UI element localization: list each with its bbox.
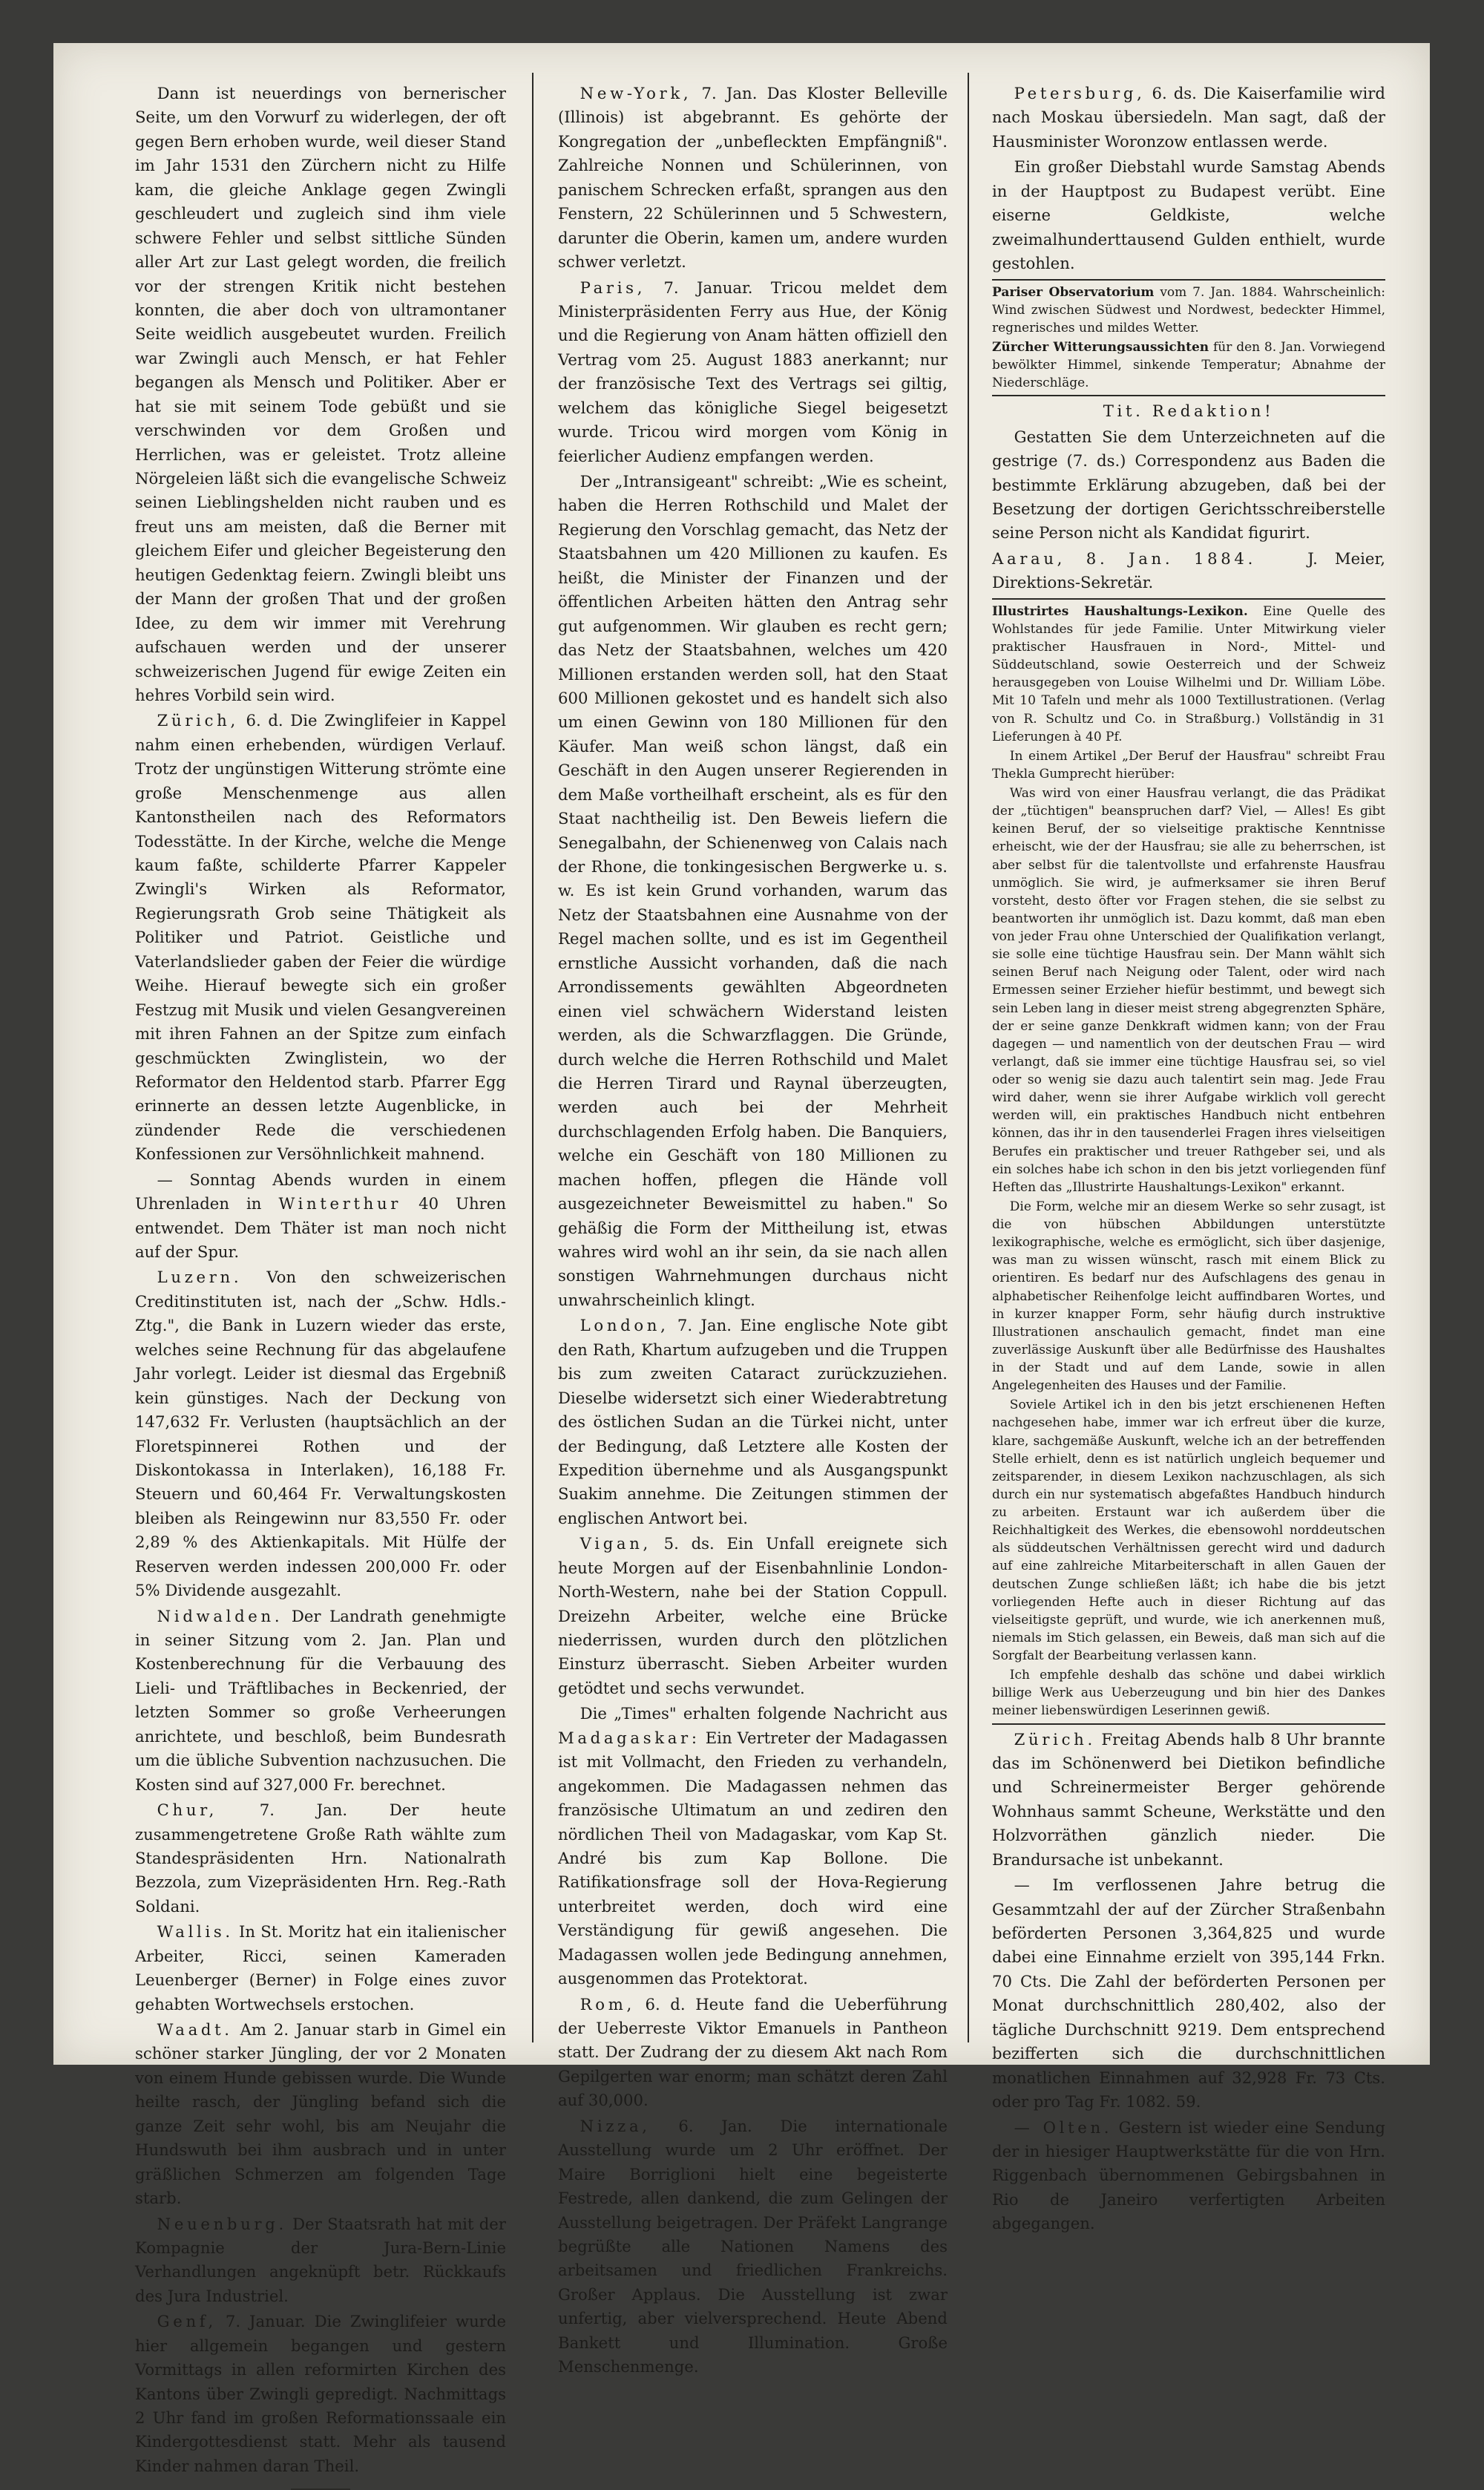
paragraph: Die Form, welche mir an diesem Werke so sehr zusagt, ist die von hübschen Abbildungen unterstützte lexikographische, welche es ermöglicht, sich über dasjenige, was man zu wissen wünscht, rasch mit einem Blick zu orientiren. Es bedarf nur des Aufschlagens des genau in alphabetischer Reihenfolge leicht auffindbaren Wortes, und in kurzer knapper Form, sehr häufig durch instruktive Illustrationen anschaulich gemacht, findet man eine zuverlässige Auskunft über alle Bedürfnisse des Haushaltes in der Stadt und auf dem Lande, sowie in allen Angelegenheiten des Hauses und der Familie.	[992, 1199, 1385, 1394]
dateline: Waadt.	[157, 2020, 233, 2039]
letter-body: Gestatten Sie dem Unterzeichneten auf die gestrige (7. ds.) Correspondenz aus Baden die bestimmte Erklärung abzugeben, daß bei der Besetzung der dortigen Gerichtsschreiberstelle seine Person nicht als Kandidat figurirt.	[992, 427, 1385, 543]
dateline: Chur,	[157, 1801, 218, 1820]
paragraph: Dann ist neuerdings von bernerischer Seite, um den Vorwurf zu widerlegen, der oft gegen Bern erhoben wurde, weil dieser Stand im Jahr 1531 den Zürchern nicht zu Hilfe kam, die gleiche Anklage gegen Zwingli geschleudert und zugleich sind ihm viele schwere Fehler und selbst sittliche Sünden aller Art zur Last gelegt worden, die freilich vor der strengen Kritik nicht bestehen konnten, die aber doch von ultramontaner Seite weidlich ausgebeutet wurden. Freilich war Zwingli auch Mensch, er hat Fehler begangen als Mensch und Politiker. Aber er hat sie mit seinem Tode gebüßt und sie verschwinden vor dem Großen und Herrlichen, was er geleistet. Trotz alleine Nörgeleien läßt sich die evangelische Schweiz seinen Lieblingshelden nicht rauben und es freut uns am meisten, daß die Berner mit gleichem Eifer und gleicher Begeisterung den heutigen Gedenktag feiern. Zwingli bleibt uns der Mann der großen That und der großen Idee, zu dem wir immer mit Verehrung aufschauen werden und der unserer schweizerischen Jugend für ewige Zeiten ein hehres Vorbild sein wird.	[135, 84, 506, 704]
dateline: New-York,	[580, 84, 692, 102]
news-item-chur: Chur, 7. Jan. Der heute zusammengetretene Große Rath wählte zum Standespräsidenten Hrn. Nationalrath Bezzola, zum Vizepräsidenten Hrn. Reg.-Rath Soldani.	[135, 1801, 506, 1916]
dateline: Zürich,	[157, 711, 239, 730]
weather-zurich: Zürcher Witterungsaussichten für den 8. Jan. Vorwiegend bewölkter Himmel, sinkende Temperatur; Abnahme der Niederschläge.	[992, 339, 1385, 391]
news-item-genf: Genf, 7. Januar. Die Zwinglifeier wurde hier allgemein begangen und gestern Vormittags in allen reformirten Kirchen des Kantons über Zwingli gepredigt. Nachmittags 2 Uhr fand im großen Reformationssaale ein Kindergottesdienst statt. Mehr als tausend Kinder nahmen daran Theil.	[135, 2312, 506, 2475]
news-item-newyork: New-York, 7. Jan. Das Kloster Belleville (Illinois) ist abgebrannt. Es gehörte der Kongregation der „unbefleckten Empfängniß". Zahlreiche Nonnen und Schülerinnen, von panischem Schrecken erfaßt, sprangen aus den Fenstern, 22 Schülerinnen und 5 Schwestern, darunter die Oberin, kamen um, andere wurden schwer verletzt.	[558, 84, 948, 272]
column-left	[135, 82, 506, 2475]
paragraph: Was wird von einer Hausfrau verlangt, die das Prädikat der „tüchtigen" beanspruchen darf? Viel, — Alles! Es gibt keinen Beruf, der so vielseitige praktische Kenntnisse erheischt, wie der der Hausfrau; sie alle zu beherrschen, ist aber selbst für die talentvollste und erfahrenste Hausfrau unmöglich. Sie wird, je aufmerksamer sie ihren Beruf vorsteht, desto öfter vor Fragen stehen, die sie selbst zu beantworten ihr unmöglich ist. Dazu kommt, daß man eben von jeder Frau ohne Unterschied der Qualifikation verlangt, sie solle eine tüchtige Hausfrau sein. Der Mann wählt sich seinen Beruf nach Neigung oder Talent, oder wird nach Ermessen seiner Erzieher hiefür bestimmt, und bewegt sich sein Leben lang in dieser meist streng abgegrenzten Sphäre, der er seine ganze Denkkraft widmen kann; von der Frau dagegen — und namentlich von der deutschen Frau — wird verlangt, daß sie immer eine tüchtige Hausfrau sei, so viel oder so wenig sie dazu auch talentirt sein mag. Jede Frau wird daher, wenn sie ihrer Aufgabe wirklich voll gerecht werden will, ein praktisches Handbuch nicht entbehren können, das ihr in den tausenderlei Fragen ihres vielseitigen Berufes ein praktischer und treuer Rathgeber sei, und als ein solches habe ich schon in den bis jetzt vorliegenden fünf Heften das „Illustrirte Haushaltungs-Lexikon" erkannt.	[992, 786, 1385, 1195]
dateline: — Olten.	[1014, 2117, 1113, 2137]
letter-signature-line: Aarau, 8. Jan. 1884. J. Meier, Direktions-Sekretär.	[992, 548, 1385, 592]
divider	[992, 279, 1385, 281]
news-item-olten: — Olten. Gestern ist wieder eine Sendung der in hiesiger Hauptwerkstätte für die von Hrn. Riggenbach übernommenen Gebirgsbahnen in Rio de Janeiro verfertigten Arbeiten abgegangen.	[992, 2117, 1385, 2233]
news-item-times: Die „Times" erhalten folgende Nachricht aus Madagaskar: Ein Vertreter der Madagassen ist mit Vollmacht, den Frieden zu verhandeln, angekommen. Die Madagassen nehmen das französische Ultimatum an und zediren den nördlichen Theil von Madagaskar, vom Kap St. André bis zum Kap Bollone. Die Ratifikationsfrage soll der Hova-Regierung unterbreitet werden, doch wird eine Verständigung für gewiß angesehen. Die Madagassen wollen jede Bedingung annehmen, ausgenommen das Protektorat.	[558, 1704, 948, 1988]
news-item-neuenburg: Neuenburg. Der Staatsrath hat mit der Kompagnie der Jura-Bern-Linie Verhandlungen angeknüpft betr. Rückkaufs des Jura Industriel.	[135, 2214, 506, 2305]
paragraph: Soviele Artikel ich in den bis jetzt erschienenen Heften nachgesehen habe, immer war ich erfreut über die kurze, klare, sachgemäße Auskunft, welche ich an der betreffenden Stelle erhielt, denn es ist natürlich ungleich bequemer und zeitsparender, in diesem Lexikon nachzuschlagen, als sich durch ein nur systematisch abgefaßtes Handbuch hindurch zu arbeiten. Erstaunt war ich außerdem über die Reichhaltigkeit des Werkes, die ebensowohl norddeutschen als süddeutschen Verhältnissen gerecht wird und dadurch auf eine zahlreiche Mitarbeiterschaft in allen Gauen der deutschen Zunge schließen läßt; ich habe die bis jetzt vorliegenden Hefte auch in dieser Richtung auf das vielseitigste geprüft, und wurde, wie ich anerkennen muß, niemals im Stich gelassen, ein Beweis, daß man sich auf die Sorgfalt der Bearbeitung verlassen kann.	[992, 1398, 1385, 1663]
dateline: Nidwalden.	[157, 1606, 283, 1625]
paragraph: Ich empfehle deshalb das schöne und dabei wirklich billige Werk aus Ueberzeugung und bin hier des Dankes meiner liebenswürdigen Leserinnen gewiß.	[992, 1668, 1385, 1719]
weather-paris: Pariser Observatorium vom 7. Jan. 1884. Wahrscheinlich: Wind zwischen Südwest und Nordwest, bedeckter Himmel, regnerisches und mildes Wetter.	[992, 284, 1385, 335]
dateline: Petersburg,	[1014, 84, 1146, 102]
news-item-strassenbahn: — Im verflossenen Jahre betrug die Gesammtzahl der auf der Zürcher Straßenbahn beförderten Personen 3,364,825 und wurde dabei eine Einnahme erzielt von 395,144 Frkn. 70 Cts. Die Zahl der beförderten Personen per Monat durchschnittlich 280,402, also der tägliche Durchschnitt 9219. Dem entsprechend bezifferten sich die durchschnittlichen monatlichen Einnahmen auf 32,928 Fr. 73 Cts. oder pro Tag Fr. 1082. 59.	[992, 1875, 1385, 2111]
news-item-luzern: Luzern. Von den schweizerischen Creditinstituten ist, nach der „Schw. Hdls.-Ztg.", die Bank in Luzern wieder das erste, welches seine Rechnung für das abgelaufene Jahr vorlegt. Leider ist diesmal das Ergebniß kein günstiges. Nach der Deckung von 147,632 Fr. Verlusten (hauptsächlich an der Floretspinnerei Rothen und der Diskontokassa in Interlaken), 16,188 Fr. Steuern und 60,464 Fr. Verwaltungskosten bleiben als Reingewinn nur 83,550 Fr. oder 2,89 % des Aktienkapitals. Mit Hülfe der Reserven werden indessen 200,000 Fr. oder 5% Dividende ausgezahlt.	[135, 1268, 506, 1600]
dateline: Winterthur	[278, 1194, 402, 1213]
news-item-winterthur: — Sonntag Abends wurden in einem Uhrenladen in Winterthur 40 Uhren entwendet. Dem Thäter ist man noch nicht auf der Spur.	[135, 1170, 506, 1261]
news-item-diebstahl: Ein großer Diebstahl wurde Samstag Abends in der Hauptpost zu Budapest verübt. Eine eiserne Geldkiste, welche zweimalhunderttausend Gulden enthielt, wurde gestohlen.	[992, 157, 1385, 273]
news-item-nidwalden: Nidwalden. Der Landrath genehmigte in seiner Sitzung vom 2. Jan. Plan und Kostenberechnung für die Verbauung des Lieli- und Träftlibaches in Beckenried, der letzten Sommer so große Verheerungen anrichtete, und beschloß, beim Bundesrath um die übliche Subvention nachzusuchen. Die Kosten sind auf 327,000 Fr. berechnet.	[135, 1606, 506, 1794]
column-middle	[558, 82, 948, 2376]
news-item-nizza: Nizza, 6. Jan. Die internationale Ausstellung wurde um 2 Uhr eröffnet. Der Maire Borriglioni hielt eine begeisterte Festrede, allen dankend, die zum Gelingen der Ausstellung beigetragen. Der Präfekt Langrange begrüßte alle Nationen Namens des arbeitsamen und friedlichen Frankreichs. Großer Applaus. Die Ausstellung ist zwar unfertig, aber vielversprechend. Heute Abend Bankett und Illumination. Große Menschenmenge.	[558, 2116, 948, 2376]
newspaper-page	[53, 43, 1430, 2475]
dateline: Paris,	[580, 278, 646, 297]
dateline: Wallis.	[157, 1922, 234, 1942]
dateline: Luzern.	[157, 1268, 243, 1287]
dateline: Zürich.	[1014, 1729, 1096, 1749]
divider	[992, 1723, 1385, 1725]
review-lexikon: Illustrirtes Haushaltungs-Lexikon. Eine Quelle des Wohlstandes für jede Familie. Unter Mitwirkung vieler praktischer Hausfrauen in Nord-, Mittel- und Süddeutschland, sowie Oesterreich und der Schweiz herausgegeben von Louise Wilhelmi und Dr. William Löbe. Mit 10 Tafeln und mehr als 1000 Textillustrationen. (Verlag von R. Schultz und Co. in Straßburg.) Vollständig in 31 Lieferungen à 40 Pf.	[992, 603, 1385, 744]
column-rule	[532, 73, 533, 2042]
letter-heading: Tit. Redaktion!	[1103, 402, 1275, 421]
news-item-london: London, 7. Jan. Eine englische Note gibt den Rath, Khartum aufzugeben und die Truppen bis zum zweiten Cataract zurückzuziehen. Dieselbe widersetzt sich einer Wiederabtretung des östlichen Sudan an die Türkei nicht, unter der Bedingung, daß Letztere alle Kosten der Expedition übernehme und als Ausgangspunkt Suakim annehme. Die Zeitungen stimmen der englischen Antwort bei.	[558, 1316, 948, 1527]
news-item-zurich-fire: Zürich. Freitag Abends halb 8 Uhr brannte das im Schönenwerd bei Dietikon befindliche und Schreinermeister Berger gehörende Wohnhaus sammt Scheune, Werkstätte und den Holzvorräthen gänzlich nieder. Die Brandursache ist unbekannt.	[992, 1729, 1385, 1869]
news-item-vigan: Vigan, 5. ds. Ein Unfall ereignete sich heute Morgen auf der Eisenbahnlinie London-North-Western, nahe bei der Station Coppull. Dreizehn Arbeiter, welche eine Brücke niederrissen, wurden durch den plötzlichen Einsturz überrascht. Sieben Arbeiter wurden getödtet und sechs verwundet.	[558, 1534, 948, 1697]
dateline: Rom,	[580, 1994, 635, 2014]
dateline: Neuenburg.	[157, 2214, 287, 2233]
divider	[992, 395, 1385, 396]
column-rule	[968, 73, 969, 2042]
news-item-wallis: Wallis. In St. Moritz hat ein italienischer Arbeiter, Ricci, seinen Kameraden Leuenberger (Berner) in Folge eines zuvor gehabten Wortwechsels erstochen.	[135, 1922, 506, 2014]
news-item-petersburg: Petersburg, 6. ds. Die Kaiserfamilie wird nach Moskau übersiedeln. Man sagt, daß der Hausminister Woronzow entlassen werde.	[992, 84, 1385, 151]
column-right	[992, 82, 1385, 2233]
news-item-rom: Rom, 6. d. Heute fand die Ueberführung der Ueberreste Viktor Emanuels in Pantheon statt. Der Zudrang der zu diesem Akt nach Rom Gepilgerten war enorm; man schätzt deren Zahl auf 30,000.	[558, 1994, 948, 2110]
dateline: Genf,	[157, 2312, 217, 2331]
dateline: Madagaskar:	[558, 1728, 700, 1747]
dateline: London,	[580, 1316, 669, 1335]
divider	[992, 598, 1385, 600]
paragraph: In einem Artikel „Der Beruf der Hausfrau" schreibt Frau Thekla Gumprecht hierüber:	[992, 748, 1385, 782]
news-item-zurich: Zürich, 6. d. Die Zwinglifeier in Kappel nahm einen erhebenden, würdigen Verlauf. Trotz der ungünstigen Witterung strömte eine große Menschenmenge aus allen Kantonstheilen nach des Reformators Todesstätte. In der Kirche, welche die Menge kaum faßte, schilderte Pfarrer Kappeler Zwingli's Wirken als Reformator, Regierungsrath Grob seine Thätigkeit als Politiker und Patriot. Geistliche und Vaterlandslieder gaben der Feier die würdige Weihe. Hierauf bewegte sich ein großer Festzug mit Musik und vielen Gesangvereinen mit ihren Fahnen an der Spitze zum einfach geschmückten Zwinglistein, wo der Reformator den Heldentod starb. Pfarrer Egg erinnerte an dessen letzte Augenblicke, in zündender Rede die verschiedenen Konfessionen zur Versöhnlichkeit mahnend.	[135, 711, 506, 1164]
news-item-waadt: Waadt. Am 2. Januar starb in Gimel ein schöner starker Jüngling, der vor 2 Monaten von einem Hunde gebissen wurde. Die Wunde heilte rasch, der Jüngling befand sich die ganze Zeit sehr wohl, bis am Neujahr die Hundswuth bei ihm ausbrach und in unter gräßlichen Schmerzen am folgenden Tage starb.	[135, 2020, 506, 2208]
dateline: Vigan,	[580, 1534, 651, 1553]
news-item-paris: Paris, 7. Januar. Tricou meldet dem Ministerpräsidenten Ferry aus Hue, der König und die Regierung von Anam hätten offiziell den Vertrag vom 25. August 1883 anerkannt; nur der französische Text des Vertrags sei giltig, welchem das königliche Siegel beigesetzt wurde. Tricou wird morgen vom König in feierlicher Audienz empfangen werden.	[558, 278, 948, 465]
dateline: Nizza,	[580, 2116, 651, 2135]
news-item-intransigeant: Der „Intransigeant" schreibt: „Wie es scheint, haben die Herren Rothschild und Malet der Regierung den Vorschlag gemacht, das Netz der Staatsbahnen um 420 Millionen zu kaufen. Es heißt, die Minister der Finanzen und der öffentlichen Arbeiten hätten den Antrag sehr gut aufgenommen. Wir glauben es recht gern; das Netz der Staatsbahnen, welches um 420 Millionen erstanden werden soll, hat den Staat 600 Millionen gekostet und es handelt sich also um einen Gewinn von 180 Millionen für den Käufer. Man weiß schon längst, daß ein Geschäft in den Augen unserer Regierenden in dem Maße vortheilhaft erscheint, als es für den Staat nachtheilig ist. Den Beweis liefern die Senegalbahn, der Schienenweg von Calais nach der Rhone, die tonkingesischen Bergwerke u. s. w. Es ist kein Grund vorhanden, warum das Netz der Staatsbahnen eine Ausnahme von der Regel machen sollte, und es ist im Gegentheil ernstliche Aussicht vorhanden, daß die nach Arrondissements gewählten Abgeordneten einen viel schwächern Widerstand leisten werden, als die Schwarzflaggen. Die Gründe, durch welche die Herren Rothschild und Malet die Herren Tirard und Raynal überzeugten, werden auch bei der Mehrheit durchschlagenden Erfolg haben. Die Banquiers, welche ein Geschäft von 180 Millionen zu machen hoffen, pflegen die Hände voll ausgezeichneter Beweismittel zu haben." So gehäßig die Form der Mittheilung ist, etwas wahres wird wohl an ihr sein, da sie nach allen sonstigen Wahrnehmungen durchaus nicht unwahrscheinlich klingt.	[558, 472, 948, 1309]
